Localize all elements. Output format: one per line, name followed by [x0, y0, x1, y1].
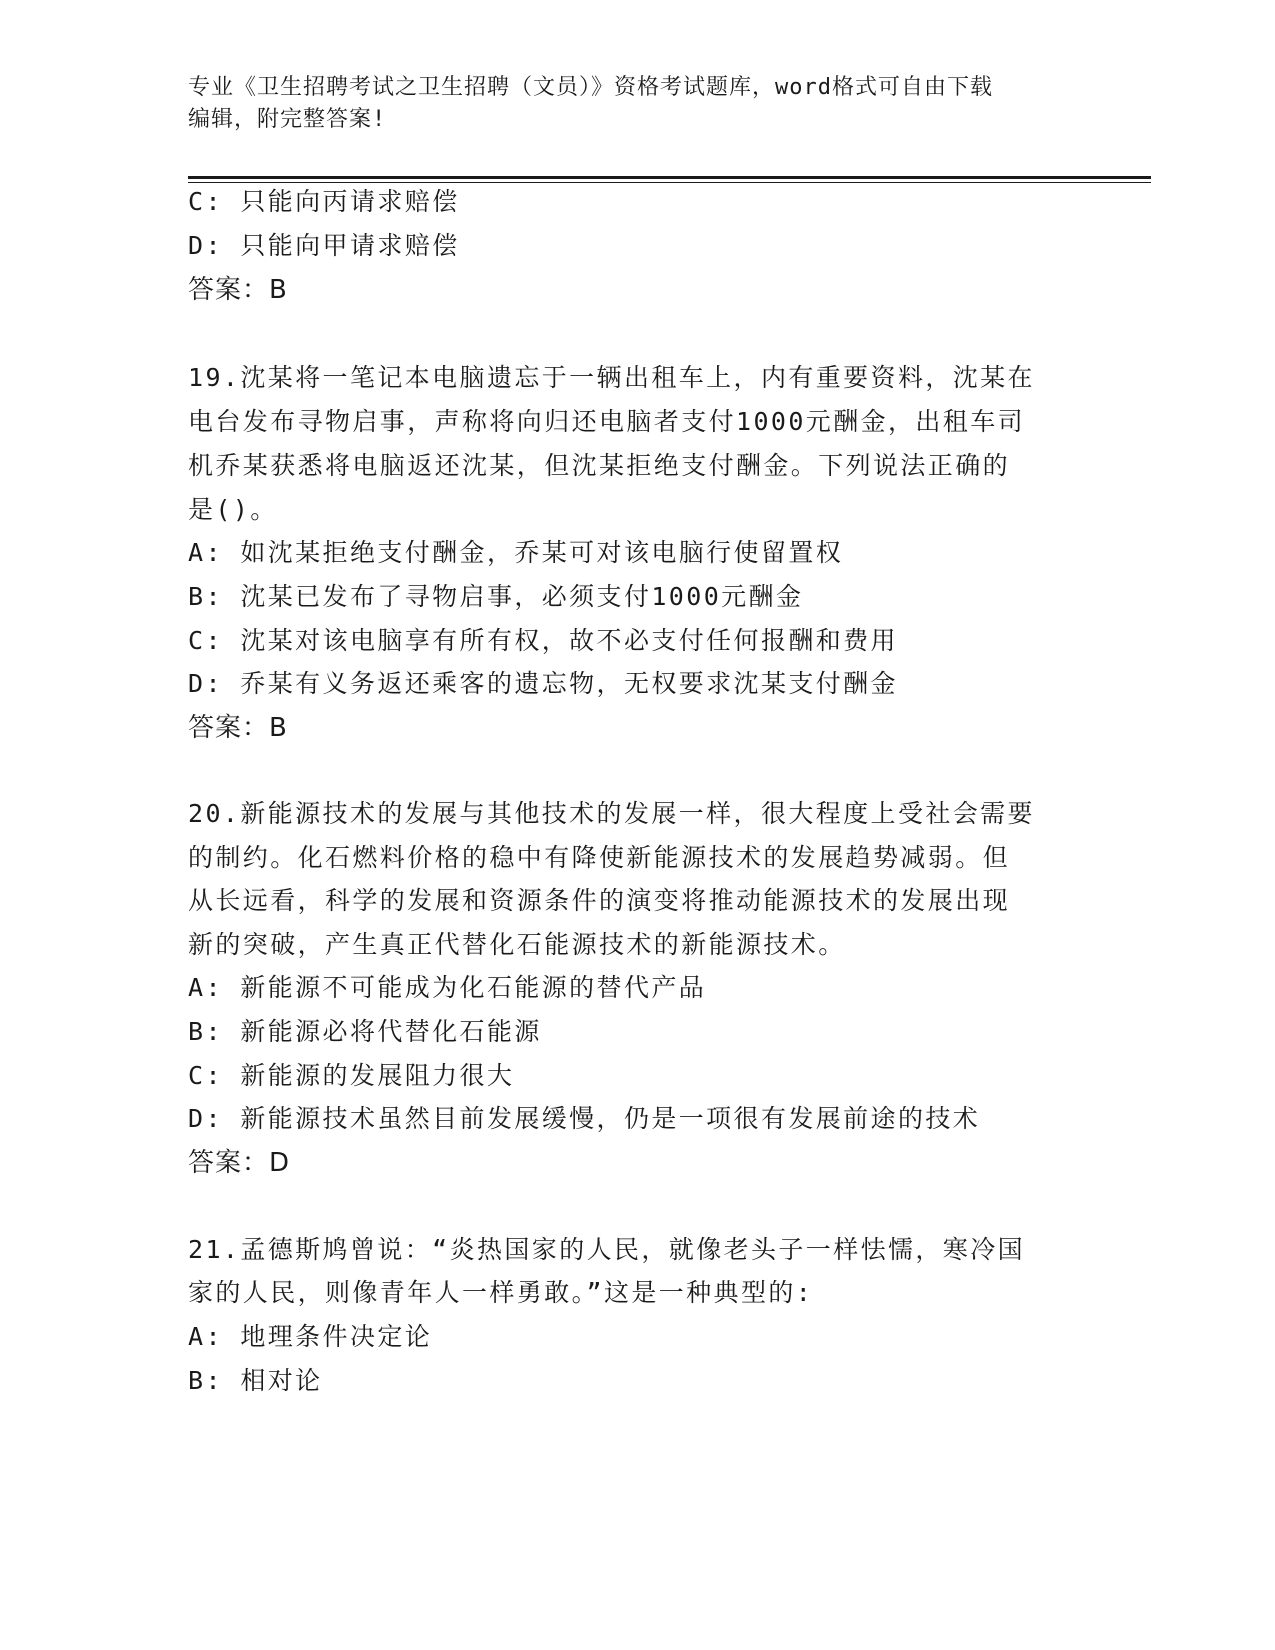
- q20-option-c: C: 新能源的发展阻力很大: [188, 1061, 515, 1090]
- q20-stem-line-1: 20.新能源技术的发展与其他技术的发展一样，很大程度上受社会需要: [188, 799, 1035, 828]
- q19-stem-line-1: 19.沈某将一笔记本电脑遗忘于一辆出租车上，内有重要资料，沈某在: [188, 363, 1035, 392]
- q19-option-a: A: 如沈某拒绝支付酬金，乔某可对该电脑行使留置权: [188, 538, 844, 567]
- q19-stem-line-4: 是()。: [188, 495, 278, 524]
- q21-option-b: B: 相对论: [188, 1366, 323, 1395]
- q18-option-c: C: 只能向丙请求赔偿: [188, 187, 460, 216]
- q21-option-a: A: 地理条件决定论: [188, 1322, 433, 1351]
- q19-option-d: D: 乔某有义务返还乘客的遗忘物，无权要求沈某支付酬金: [188, 669, 898, 698]
- q20-option-b: B: 新能源必将代替化石能源: [188, 1017, 542, 1046]
- q19-option-c: C: 沈某对该电脑享有所有权，故不必支付任何报酬和费用: [188, 626, 898, 655]
- header-divider-thick: [188, 176, 1151, 179]
- header-line-1: 专业《卫生招聘考试之卫生招聘（文员）》资格考试题库，word格式可自由下载: [188, 75, 993, 100]
- q20-option-a: A: 新能源不可能成为化石能源的替代产品: [188, 973, 707, 1002]
- q21-stem-line-2: 家的人民，则像青年人一样勇敢。”这是一种典型的:: [188, 1278, 814, 1307]
- q21-stem-line-1: 21.孟德斯鸠曾说：“炎热国家的人民，就像老头子一样怯懦，寒冷国: [188, 1235, 1026, 1264]
- q19-answer: 答案：B: [188, 713, 288, 743]
- q20-stem-line-3: 从长远看，科学的发展和资源条件的演变将推动能源技术的发展出现: [188, 886, 1011, 915]
- q19-option-b: B: 沈某已发布了寻物启事，必须支付1000元酬金: [188, 582, 804, 611]
- q18-option-d: D: 只能向甲请求赔偿: [188, 231, 460, 260]
- page-header: [188, 72, 1088, 136]
- q19-stem-line-3: 机乔某获悉将电脑返还沈某，但沈某拒绝支付酬金。下列说法正确的: [188, 451, 1011, 480]
- q19-stem-line-2: 电台发布寻物启事，声称将向归还电脑者支付1000元酬金，出租车司: [188, 407, 1026, 436]
- header-line-2: 编辑，附完整答案!: [188, 107, 387, 132]
- q20-stem-line-4: 新的突破，产生真正代替化石能源技术的新能源技术。: [188, 930, 846, 959]
- header-divider-thin: [188, 182, 1151, 183]
- q18-answer: 答案：B: [188, 275, 288, 305]
- q20-answer: 答案：D: [188, 1148, 291, 1178]
- q20-option-d: D: 新能源技术虽然目前发展缓慢，仍是一项很有发展前途的技术: [188, 1104, 981, 1133]
- q20-stem-line-2: 的制约。化石燃料价格的稳中有降使新能源技术的发展趋势减弱。但: [188, 843, 1011, 872]
